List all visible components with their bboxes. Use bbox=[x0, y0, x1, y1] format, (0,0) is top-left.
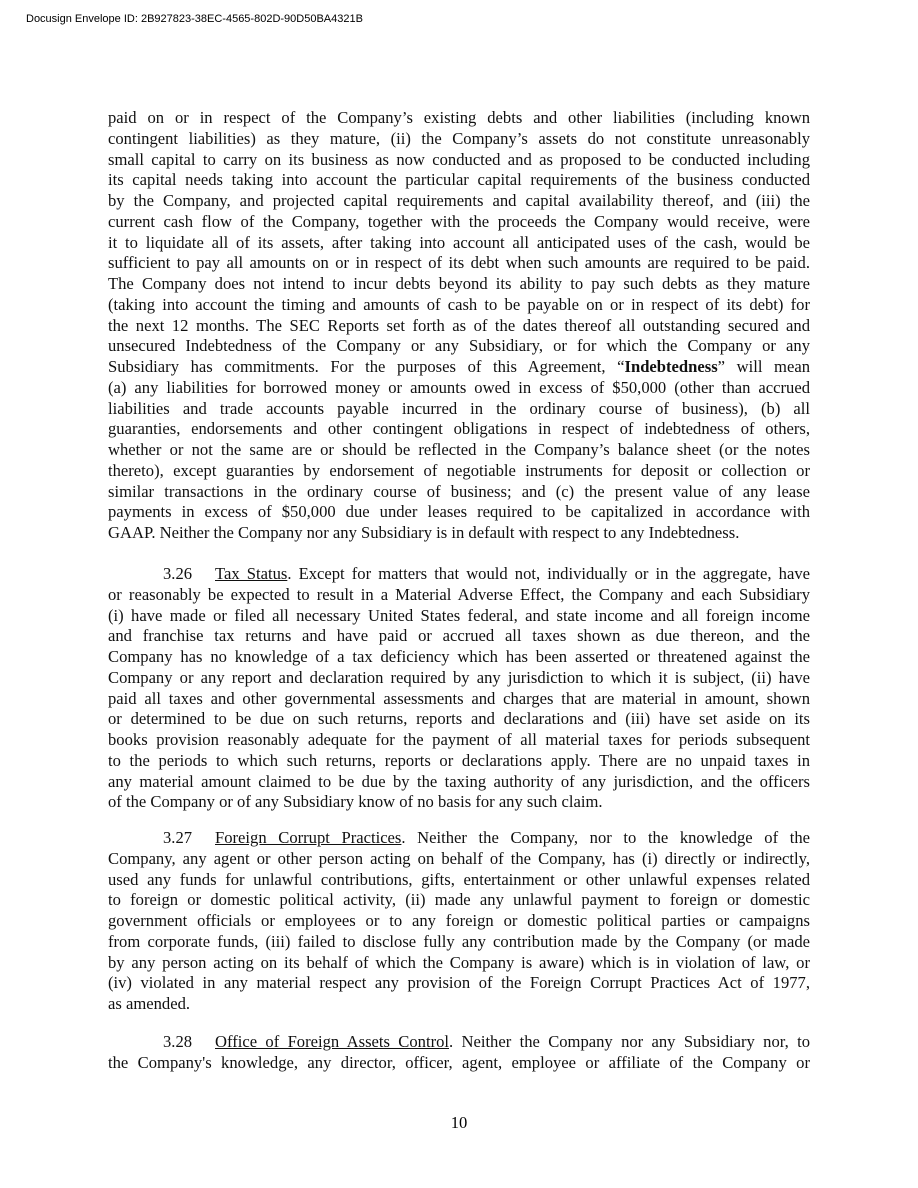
text-line: payments in excess of $50,000 due under leases required to be capitalized in accordance with bbox=[108, 502, 810, 522]
text-line: from corporate funds, (iii) failed to disclose fully any contribution made by the Company (or made bbox=[108, 931, 810, 951]
text-line: (a) any liabilities for borrowed money or amounts owed in excess of $50,000 (other than accrued bbox=[108, 377, 810, 397]
line-text: . Neither the Company nor any Subsidiary nor, to bbox=[449, 1032, 810, 1051]
text-line bbox=[108, 357, 810, 378]
text-line bbox=[108, 828, 810, 849]
section-3-28-ofac bbox=[108, 1032, 810, 1074]
section-title: Foreign Corrupt Practices bbox=[215, 828, 402, 847]
text-line: (taking into account the timing and amounts of cash to be payable on or in respect of its debt) for bbox=[108, 294, 810, 314]
text-line: to the periods to which such returns, reports or declarations apply. There are no unpaid taxes in bbox=[108, 750, 810, 770]
text-line: government officials or employees or to any foreign or domestic political parties or campaigns bbox=[108, 911, 810, 930]
text-line: or determined to be due on such returns, reports and declarations and (iii) have set aside on its bbox=[108, 709, 810, 729]
text-line: by the Company, and projected capital requirements and capital availability thereof, and (iii) the bbox=[108, 191, 810, 210]
text-line: any material amount claimed to be due by the taxing authority of any jurisdiction, and the officers bbox=[108, 771, 810, 791]
text-line: sufficient to pay all amounts on or in respect of its debt when such amounts are required to be paid. bbox=[108, 253, 810, 273]
text-line: Company or any report and declaration required by any jurisdiction to which it is subject, (ii) have bbox=[108, 667, 810, 687]
text-line: to foreign or domestic political activity, (ii) made any unlawful payment to foreign or domestic bbox=[108, 890, 810, 910]
text-line: books provision reasonably adequate for the payment of all material taxes for periods subsequent bbox=[108, 730, 810, 749]
section-number: 3.28 bbox=[163, 1032, 193, 1051]
section-3-26-tax-status bbox=[108, 564, 810, 813]
text-line: and franchise tax returns and have paid or accrued all taxes shown as due thereon, and the bbox=[108, 626, 810, 646]
line-text: ” will mean bbox=[717, 357, 810, 376]
defined-term: Indebtedness bbox=[624, 357, 718, 376]
section-number: 3.27 bbox=[163, 828, 193, 847]
text-line: Company, any agent or other person acting on behalf of the Company, has (i) directly or indirectly, bbox=[108, 848, 810, 868]
text-line bbox=[108, 564, 810, 585]
section-3-27-foreign-corrupt-practices bbox=[108, 828, 810, 1015]
text-line: GAAP. Neither the Company nor any Subsidiary is in default with respect to any Indebtedness. bbox=[108, 523, 740, 542]
text-line bbox=[108, 1032, 810, 1053]
text-line: liabilities and trade accounts payable incurred in the ordinary course of business), (b) all bbox=[108, 398, 810, 418]
text-line: the Company's knowledge, any director, officer, agent, employee or affiliate of the Company or bbox=[108, 1052, 810, 1072]
line-text: . Except for matters that would not, individually or in the aggregate, have bbox=[287, 564, 810, 583]
text-line: current cash flow of the Company, together with the proceeds the Company would receive, were bbox=[108, 211, 810, 231]
text-line: guaranties, endorsements and other contingent obligations in respect of indebtedness of others, bbox=[108, 419, 810, 439]
text-line: whether or not the same are or should be reflected in the Company’s balance sheet (or the notes bbox=[108, 440, 810, 459]
text-line: used any funds for unlawful contributions, gifts, entertainment or other unlawful expenses related bbox=[108, 869, 810, 889]
text-line: it to liquidate all of its assets, after taking into account all anticipated uses of the cash, would be bbox=[108, 232, 810, 252]
page-number: 10 bbox=[450, 1113, 468, 1132]
text-line: or reasonably be expected to result in a Material Adverse Effect, the Company and each Subsidiary bbox=[108, 584, 810, 604]
text-line: thereto), except guaranties by endorsement of negotiable instruments for deposit or collection or bbox=[108, 460, 810, 480]
line-text: . Neither the Company, nor to the knowledge of the bbox=[401, 828, 810, 847]
text-line: (i) have made or filed all necessary United States federal, and state income and all foreign income bbox=[108, 605, 810, 625]
text-line: by any person acting on its behalf of which the Company is aware) which is in violation of law, or bbox=[108, 952, 810, 972]
text-line: contingent liabilities) as they mature, (ii) the Company’s assets do not constitute unreasonably bbox=[108, 128, 810, 148]
text-line: the next 12 months. The SEC Reports set forth as of the dates thereof all outstanding secured and bbox=[108, 315, 810, 335]
text-line: similar transactions in the ordinary course of business; and (c) the present value of any lease bbox=[108, 481, 810, 501]
line-text: Subsidiary has commitments. For the purposes of this Agreement, “ bbox=[108, 357, 625, 376]
text-line: as amended. bbox=[108, 994, 191, 1013]
section-number: 3.26 bbox=[163, 564, 193, 583]
text-line: unsecured Indebtedness of the Company or any Subsidiary, or for which the Company or any bbox=[108, 336, 810, 356]
text-line: paid on or in respect of the Company’s existing debts and other liabilities (including known bbox=[108, 108, 810, 127]
text-line: paid all taxes and other governmental assessments and charges that are material in amount, shown bbox=[108, 688, 810, 708]
text-line: Company has no knowledge of a tax deficiency which has been asserted or threatened against the bbox=[108, 647, 810, 666]
section-title: Office of Foreign Assets Control bbox=[215, 1032, 449, 1051]
text-line: small capital to carry on its business as now conducted and as proposed to be conducted including bbox=[108, 149, 810, 169]
text-line: The Company does not intend to incur debts beyond its ability to pay such debts as they mature bbox=[108, 274, 810, 293]
text-line: (iv) violated in any material respect any provision of the Foreign Corrupt Practices Act of 1977, bbox=[108, 973, 810, 993]
text-line: its capital needs taking into account the particular capital requirements of the business conducted bbox=[108, 170, 810, 190]
docusign-envelope-id: Docusign Envelope ID: 2B927823-38EC-4565-802D-90D50BA4321B bbox=[26, 13, 363, 25]
text-line: of the Company or of any Subsidiary know of no basis for any such claim. bbox=[108, 792, 603, 812]
section-title: Tax Status bbox=[215, 564, 288, 583]
paragraph-solvency-indebtedness bbox=[108, 108, 810, 544]
